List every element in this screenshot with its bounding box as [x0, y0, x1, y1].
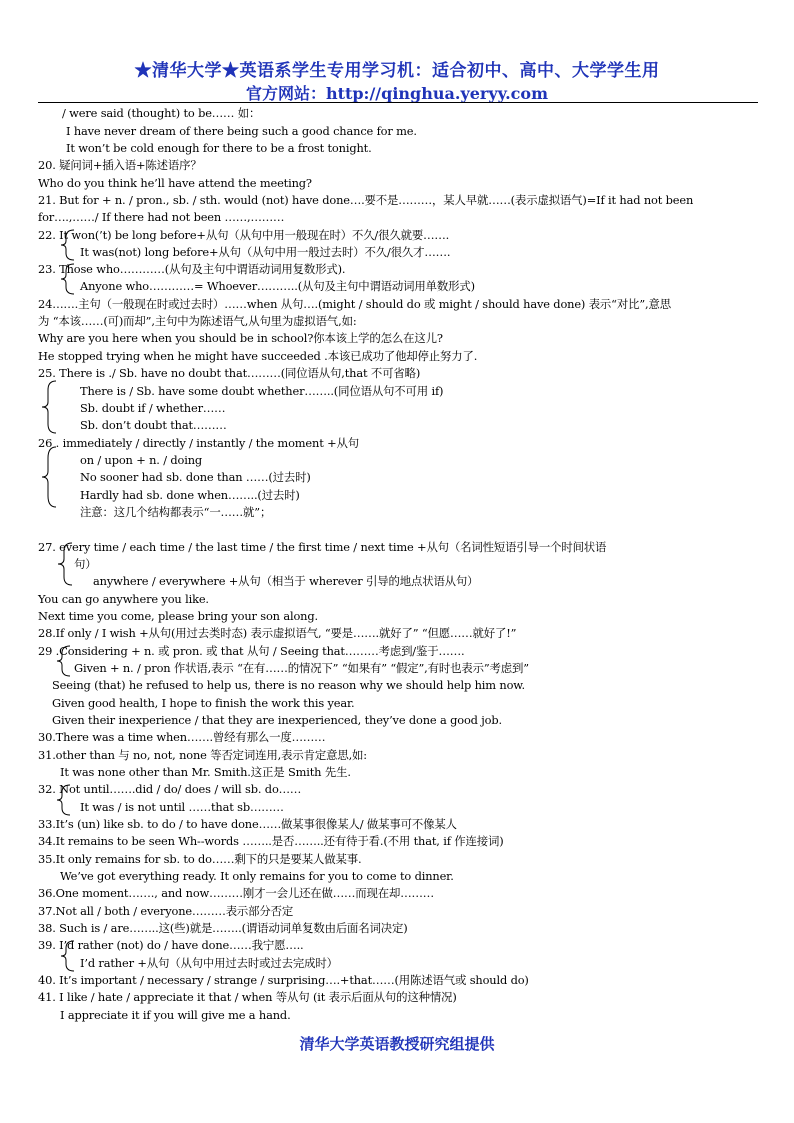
text-line: anywhere / everywhere +从句（相当于 wherever 引导的地点状语从句）	[93, 574, 479, 588]
text-line: Given + n. / pron 作状语,表示 “在有……的情况下” “如果有” “假定”,有时也表示”考虑到”	[74, 661, 529, 675]
text-line: 22. It won(’t) be long before+从句（从句中用一般现在时）不久/很久就要…….	[38, 228, 450, 242]
text-line: You can go anywhere you like.	[38, 592, 209, 606]
text-line: He stopped trying when he might have succeeded .本该已成功了他却停止努力了.	[38, 349, 478, 363]
header-divider	[38, 102, 758, 103]
text-line: I have never dream of there being such a good chance for me.	[66, 124, 417, 138]
text-line: Seeing (that) he refused to help us, there is no reason why we should help him now.	[52, 678, 526, 692]
text-line: 24…….主句（一般现在时或过去时）……when 从句….(might / should do 或 might / should have done) 表示“对比”,意思	[38, 297, 671, 311]
text-line: It was / is not until ……that sb………	[80, 800, 284, 814]
text-line: 35.It only remains for sb. to do……剩下的只是要某人做某事.	[38, 852, 362, 866]
text-line: on / upon + n. / doing	[80, 453, 203, 467]
text-line: 20. 疑问词+插入语+陈述语序？	[38, 158, 202, 172]
brace-icon	[56, 784, 74, 816]
text-line: Next time you come, please bring your son along.	[38, 609, 318, 623]
text-line: 39. I’d rather (not) do / have done……我宁愿…..	[38, 938, 304, 952]
text-line: 30.There was a time when…….曾经有那么一度………	[38, 730, 326, 744]
text-line: 26 . immediately / directly / instantly / the moment +从句	[38, 436, 359, 450]
text-line: 28.If only / I wish +从句(用过去类时态) 表示虚拟语气, “要是…….就好了” “但愿……就好了!”	[38, 626, 517, 640]
brace-icon	[40, 446, 60, 508]
text-line: 29 .Considering + n. 或 pron. 或 that 从句 / Seeing that………考虑到/鉴于…….	[38, 644, 465, 658]
text-line: We’ve got everything ready. It only remains for you to come to dinner.	[60, 869, 454, 883]
text-line: No sooner had sb. done than ……(过去时)	[80, 470, 311, 484]
text-line: 注意：这几个结构都表示“一……就”；	[80, 505, 272, 519]
text-line: 27. every time / each time / the last time / the first time / next time +从句（名词性短语引导一个时间状语	[38, 540, 607, 554]
brace-icon	[56, 542, 76, 586]
text-line: 句）	[74, 557, 97, 571]
text-line: 31.other than 与 no, not, none 等否定词连用,表示肯定意思,如:	[38, 748, 367, 762]
text-line: / were said (thought) to be…… 如：	[62, 106, 261, 120]
text-line: Given good health, I hope to finish the work this year.	[52, 696, 355, 710]
text-line: I appreciate it if you will give me a hand.	[60, 1008, 291, 1022]
text-line: 34.It remains to be seen Wh--words ……..是否……..还有待于看.(不用 that, if 作连接词)	[38, 834, 504, 848]
text-line: 40. It’s important / necessary / strange / surprising….+that……(用陈述语气或 should do)	[38, 973, 529, 987]
text-line: 为 “本该……(可)而却”,主句中为陈述语气,从句里为虚拟语气,如:	[38, 314, 357, 328]
header-title: ★清华大学★英语系学生专用学习机：适合初中、高中、大学学生用	[134, 61, 660, 81]
text-line: There is / Sb. have some doubt whether……..(同位语从句不可用 if)	[80, 384, 444, 398]
footer-credit: 清华大学英语教授研究组提供	[299, 1035, 495, 1053]
text-line: Given their inexperience / that they are inexperienced, they’ve done a good job.	[52, 713, 502, 727]
text-line: 36.One moment……., and now………刚才一会儿还在做……而现在却………	[38, 886, 434, 900]
brace-icon	[40, 380, 60, 434]
brace-icon	[60, 940, 78, 972]
brace-icon	[60, 229, 78, 261]
text-line: 33.It’s (un) like sb. to do / to have done……做某事很像某人/ 做某事可不像某人	[38, 817, 457, 831]
text-line: 25. There is ./ Sb. have no doubt that………(同位语从句,that 不可省略)	[38, 366, 421, 380]
text-line: It was(not) long before+从句（从句中用一般过去时）不久/很久才…….	[80, 245, 451, 259]
text-line: 21. But for + n. / pron., sb. / sth. would (not) have done….要不是………，某人早就……(表示虚拟语气)=If it had not been	[38, 193, 694, 207]
brace-icon	[60, 263, 78, 295]
brace-icon	[56, 645, 74, 677]
text-line: Sb. don’t doubt that………	[80, 418, 227, 432]
text-line: 23. Those who…………(从句及主句中谓语动词用复数形式).	[38, 262, 346, 276]
text-line: Who do you think he’ll have attend the meeting?	[38, 176, 312, 190]
text-line: 38. Such is / are……..这(些)就是……..(谓语动词单复数由后面名词决定)	[38, 921, 408, 935]
text-line: It won’t be cold enough for there to be a frost tonight.	[66, 141, 372, 155]
text-line: I’d rather +从句（从句中用过去时或过去完成时）	[80, 956, 338, 970]
text-line: Anyone who…………= Whoever………..(从句及主句中谓语动词用单数形式)	[80, 279, 475, 293]
text-line: Sb. doubt if / whether……	[80, 401, 226, 415]
header-website: 官方网站：http://qinghua.yeryy.com	[245, 84, 549, 103]
text-line: for….,……/ If there had not been ……,………	[38, 210, 285, 224]
text-line: Hardly had sb. done when……..(过去时)	[80, 488, 300, 502]
text-line: Why are you here when you should be in school?你本该上学的怎么在这儿?	[38, 331, 443, 345]
text-line: It was none other than Mr. Smith.这正是 Smith 先生.	[60, 765, 351, 779]
text-line: 37.Not all / both / everyone………表示部分否定	[38, 904, 294, 918]
text-line: 41. I like / hate / appreciate it that / when 等从句 (it 表示后面从句的这种情况)	[38, 990, 457, 1004]
text-line: 32. Not until…….did / do/ does / will sb. do……	[38, 782, 302, 796]
